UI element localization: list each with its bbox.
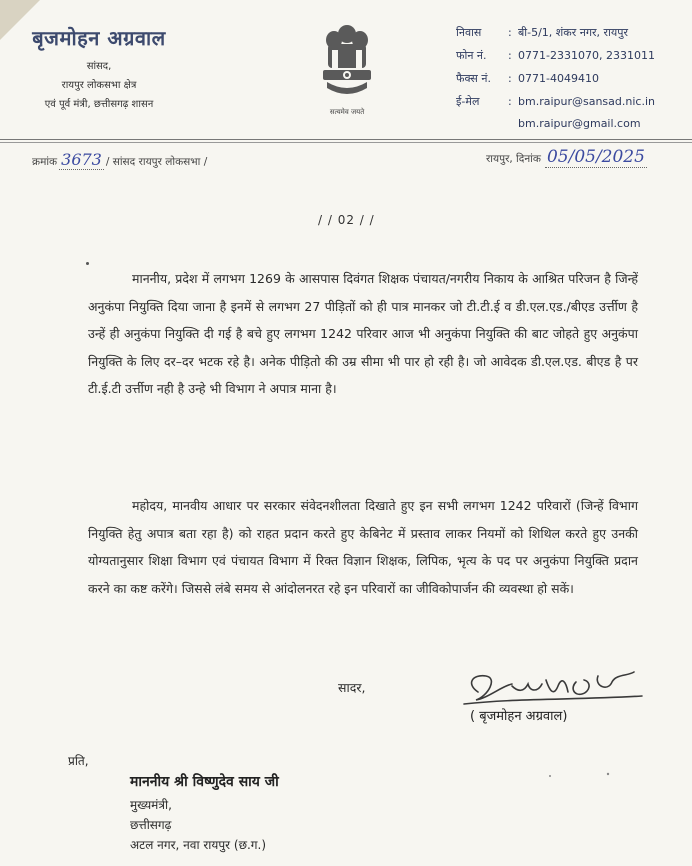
recipient-name: माननीय श्री विष्णुदेव साय जी (130, 774, 279, 790)
fax-row: फैक्स नं. : 0771-4049410 (456, 72, 599, 85)
recipient-label: प्रति, (68, 754, 89, 768)
recipient-line-2: छत्तीसगढ़ (130, 818, 172, 832)
phone-label: फोन नं. (456, 49, 487, 62)
letter-date: 05/05/2025 (546, 147, 645, 167)
body-paragraph-1: माननीय, प्रदेश में लगभग 1269 के आसपास दिवंगत शिक्षक पंचायत/नगरीय निकाय के आश्रित परिजन है जिन्हें अनुकंपा नियुक्ति दिया जाना है इनमें से लगभग 27 पीड़ितों को ही पात्र मानकर जो टी.टी.ई व डी.एल.एड./बीएड उर्त्तीण है उन्हें ही अनुकंपा नियुक्ति दी गई है बचे हुए लगभग 1242 परिवार आज भी अनुकंपा नियुक्ति की बाट जोहते हुए अनुकंपा नियुक्ति के लिए दर–दर भटक रहे है। अनेक पीड़ितो की उम्र सीमा भी पार हो रही है। जो आवेदक डी.एल.एड. बीएड है पर टी.ई.टी उर्त्तीण नही है उन्हे भी विभाग ने अपात्र माना है। (88, 271, 638, 397)
national-emblem (306, 20, 388, 117)
fax-value: 0771-4049410 (518, 72, 599, 85)
signatory-name: ( बृजमोहन अग्रवाल) (470, 709, 568, 724)
reference-number: 3673 (61, 150, 102, 169)
sender-block (14, 24, 184, 114)
handwritten-signature-icon (458, 662, 648, 710)
fax-label: फैक्स नं. (456, 72, 491, 85)
sender-name: बृजमोहन अग्रवाल (32, 26, 166, 50)
email-label: ई-मेल (456, 95, 480, 108)
residence-label: निवास (456, 26, 482, 39)
recipient-line-1: मुख्यमंत्री, (130, 798, 172, 812)
sender-designation: सांसद, (86, 61, 112, 72)
recipient-address (130, 772, 279, 855)
place-date-label: रायपुर, दिनांक (486, 153, 541, 165)
residence-value: बी-5/1, शंकर नगर, रायपुर (518, 26, 628, 39)
page-number: / / 02 / / (318, 213, 375, 227)
emblem-motto: सत्यमेव जयते (329, 108, 365, 116)
email-row-secondary (456, 113, 655, 133)
reference-line (32, 150, 207, 170)
email-row: ई-मेल : bm.raipur@sansad.nic.in (456, 95, 655, 108)
residence-row: निवास : बी-5/1, शंकर नगर, रायपुर (456, 26, 628, 39)
closing-salutation: सादर, (338, 680, 366, 695)
contact-block (456, 21, 655, 133)
phone-value: 0771-2331070, 2331011 (518, 49, 655, 62)
body-paragraph-2: महोदय, मानवीय आधार पर सरकार संवेदनशीलता दिखाते हुए इन सभी लगभग 1242 परिवारों (जिन्हें विभाग नियुक्ति हेतु अपात्र बता रहा है) को राहत प्रदान करते हुए केबिनेट में प्रस्ताव लाकर नियमों को शिथिल करते हुए उनकी योग्यतानुसार शिक्षा विभाग एवं पंचायत विभाग में रिक्त विज्ञान शिक्षक, लिपिक, भृत्य के पद पर अनुकंपा नियुक्ति प्रदान करने का कष्ट करेंगे। जिससे लंबे समय से आंदोलनरत रहे इन परिवारों का जीविकोपार्जन की व्यवस्था हो सकें। (88, 498, 638, 596)
date-line (486, 147, 647, 168)
paper-specks (546, 770, 626, 790)
email-primary[interactable]: bm.raipur@sansad.nic.in (518, 95, 655, 108)
sender-constituency: रायपुर लोकसभा क्षेत्र (61, 80, 137, 91)
phone-row: फोन नं. : 0771-2331070, 2331011 (456, 49, 655, 62)
header-divider-secondary (0, 142, 692, 143)
sender-former-role: एवं पूर्व मंत्री, छत्तीसगढ़ शासन (44, 99, 154, 110)
reference-label: क्रमांक (32, 156, 58, 168)
recipient-line-3: अटल नगर, नवा रायपुर (छ.ग.) (130, 838, 267, 852)
reference-suffix: / सांसद रायपुर लोकसभा / (105, 156, 208, 168)
email-secondary[interactable]: bm.raipur@gmail.com (518, 116, 641, 130)
lion-capital-icon (317, 20, 377, 106)
header-divider (0, 139, 692, 140)
